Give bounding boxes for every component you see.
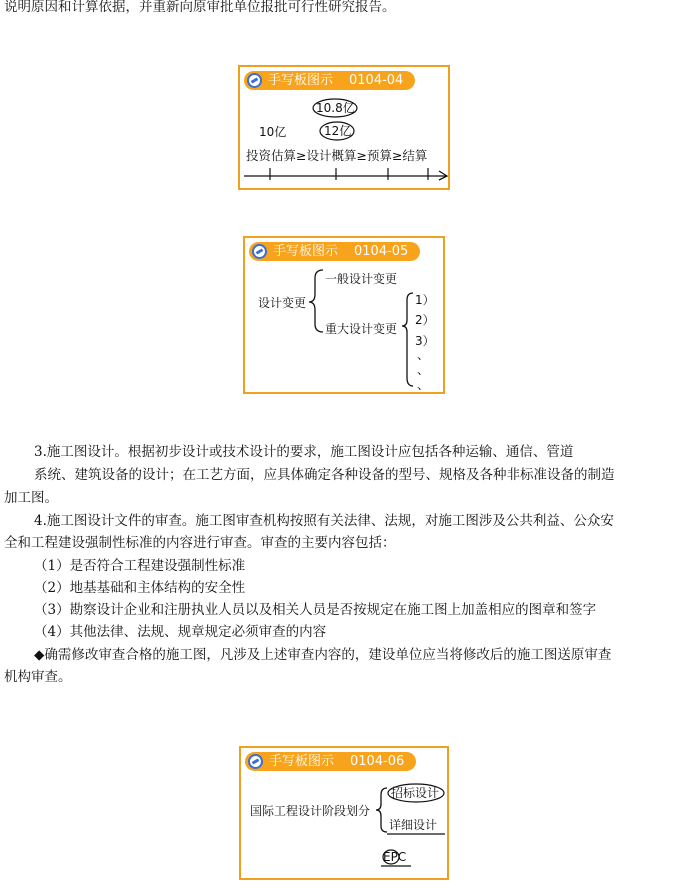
brace-sub (402, 293, 413, 386)
top-text: 说明原因和计算依据，并重新向原审批单位报批可行性研究报告。 (4, 0, 396, 15)
sub-item: 3） (415, 334, 435, 348)
stage-chain: 投资估算≥设计概算≥预算≥结算 (246, 148, 428, 163)
branch-major: 重大设计变更 (325, 322, 398, 336)
sub-item: 2） (415, 313, 435, 327)
branch-detail: 详细设计 (389, 818, 438, 832)
branch-bid: 招标设计 (391, 786, 440, 800)
sub-item: 、 (417, 348, 430, 362)
handwriting-card-0104-05 (243, 236, 445, 394)
value-10: 10亿 (259, 125, 287, 139)
card-header-code: 0104-04 (349, 73, 404, 88)
note-line1: ◆确需修改审查合格的施工图，凡涉及上述审查内容的，建设单位应当将修改后的施工图送原审查 (34, 647, 612, 663)
para-3-line2: 系统、建筑设备的设计；在工艺方面，应具体确定各种设备的型号、规格及各种非标准设备的制造 (34, 467, 615, 483)
card-header-code: 0104-05 (354, 244, 409, 259)
card-header-code: 0104-06 (350, 754, 405, 769)
para-4-line1: 4.施工图设计文件的审查。施工图审查机构按照有关法律、法规，对施工图涉及公共利益、公众安 (34, 513, 614, 529)
card-header-title: 手写板图示 (269, 754, 335, 769)
sub-item: 、 (417, 378, 430, 392)
card-header-title: 手写板图示 (273, 244, 339, 259)
review-item-1: （1）是否符合工程建设强制性标准 (34, 558, 246, 574)
para-3-line1: 3.施工图设计。根据初步设计或技术设计的要求，施工图设计应包括各种运输、通信、管道 (34, 444, 574, 460)
review-item-3: （3）勘察设计企业和注册执业人员以及相关人员是否按规定在施工图上加盖相应的图章和签字 (34, 602, 597, 618)
review-item-4: （4）其他法律、法规、规章规定必须审查的内容 (34, 624, 327, 640)
para-4-line2: 全和工程建设强制性标准的内容进行审查。审查的主要内容包括： (4, 535, 396, 551)
value-12: 12亿 (324, 124, 352, 138)
value-10-8: 10.8亿 (316, 101, 355, 115)
epc-label: EPC (383, 850, 407, 864)
handwriting-card-0104-06 (239, 746, 449, 880)
branch-general: 一般设计变更 (325, 272, 398, 286)
note-line2: 机构审查。 (4, 669, 72, 685)
handwriting-card-0104-04 (238, 65, 450, 190)
brace (376, 788, 387, 832)
card-header-title: 手写板图示 (268, 73, 334, 88)
sub-item: 、 (417, 363, 430, 377)
para-3-line3: 加工图。 (4, 490, 58, 506)
brace-main (309, 270, 323, 332)
tree-root: 设计变更 (258, 296, 307, 310)
review-item-2: （2）地基基础和主体结构的安全性 (34, 580, 246, 596)
tree-root: 国际工程设计阶段划分 (250, 804, 371, 818)
sub-item: 1） (415, 293, 435, 307)
